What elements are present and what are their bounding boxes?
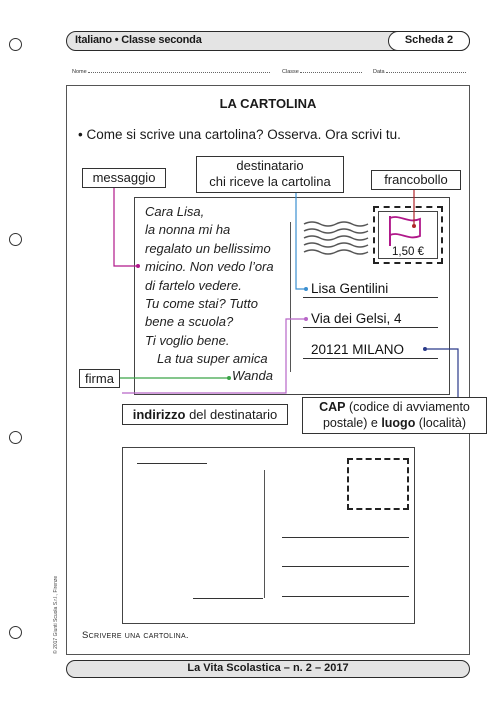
name-label: Nome — [72, 69, 87, 75]
address-label-rest: del destinatario — [185, 407, 278, 422]
recipient-city: 20121 MILANO — [311, 342, 405, 357]
stamp-value: 1,50 € — [392, 246, 424, 258]
message-line: bene a scuola? — [145, 314, 234, 330]
footnote: Scrivere una cartolina. — [82, 630, 189, 641]
cap-label-bold: CAP — [319, 400, 346, 414]
message-line: regalato un bellissimo — [145, 240, 271, 256]
footer-bar: La Vita Scolastica – n. 2 – 2017 — [66, 660, 470, 678]
blank-address-line[interactable] — [282, 566, 409, 567]
blank-address-line[interactable] — [282, 537, 409, 538]
blank-postcard-divider — [264, 470, 265, 598]
label-message: messaggio — [82, 168, 166, 188]
blank-signature-line[interactable] — [193, 598, 263, 599]
blank-address-line[interactable] — [282, 596, 409, 597]
message-line: Cara Lisa, — [145, 204, 205, 219]
blank-stamp-box[interactable] — [347, 458, 409, 510]
message-line: Tu come stai? Tutto — [145, 296, 258, 312]
subject-title: Italiano • Classe seconda — [75, 34, 202, 46]
message-line: Ti voglio bene. — [145, 332, 230, 348]
copyright: © 2017 Giunti Scuola S.r.l., Firenze — [53, 575, 59, 654]
place-label-bold: luogo — [381, 416, 416, 430]
date-label: Data — [373, 69, 385, 75]
label-stamp: francobollo — [371, 170, 461, 190]
postcard-signature: Wanda — [232, 368, 273, 383]
recipient-label-sub: chi riceve la cartolina — [209, 174, 331, 189]
blank-greeting-line[interactable] — [137, 463, 207, 464]
instruction: • Come si scrive una cartolina? Osserva. Ora scrivi tu. — [78, 127, 401, 142]
message-line: La tua super amica — [157, 351, 268, 367]
recipient-street: Via dei Gelsi, 4 — [311, 311, 402, 326]
class-label: Classe — [282, 69, 299, 75]
message-line: di fartelo vedere. — [145, 277, 242, 293]
address-label-bold: indirizzo — [132, 407, 186, 422]
label-address — [122, 404, 288, 425]
sheet-number: Scheda 2 — [388, 31, 470, 51]
cap-label-rest: (codice di avviamento — [345, 400, 470, 414]
label-signature: firma — [79, 369, 120, 388]
label-recipient — [196, 156, 344, 193]
message-line: micino. Non vedo l’ora — [145, 259, 274, 275]
message-line: la nonna mi ha — [145, 222, 231, 238]
page-title: LA CARTOLINA — [219, 96, 317, 111]
recipient-label-title: destinatario — [236, 158, 304, 173]
label-cap: CAP (codice di avviamento postale) e luogo (località) — [302, 397, 487, 434]
recipient-name: Lisa Gentilini — [311, 281, 389, 296]
